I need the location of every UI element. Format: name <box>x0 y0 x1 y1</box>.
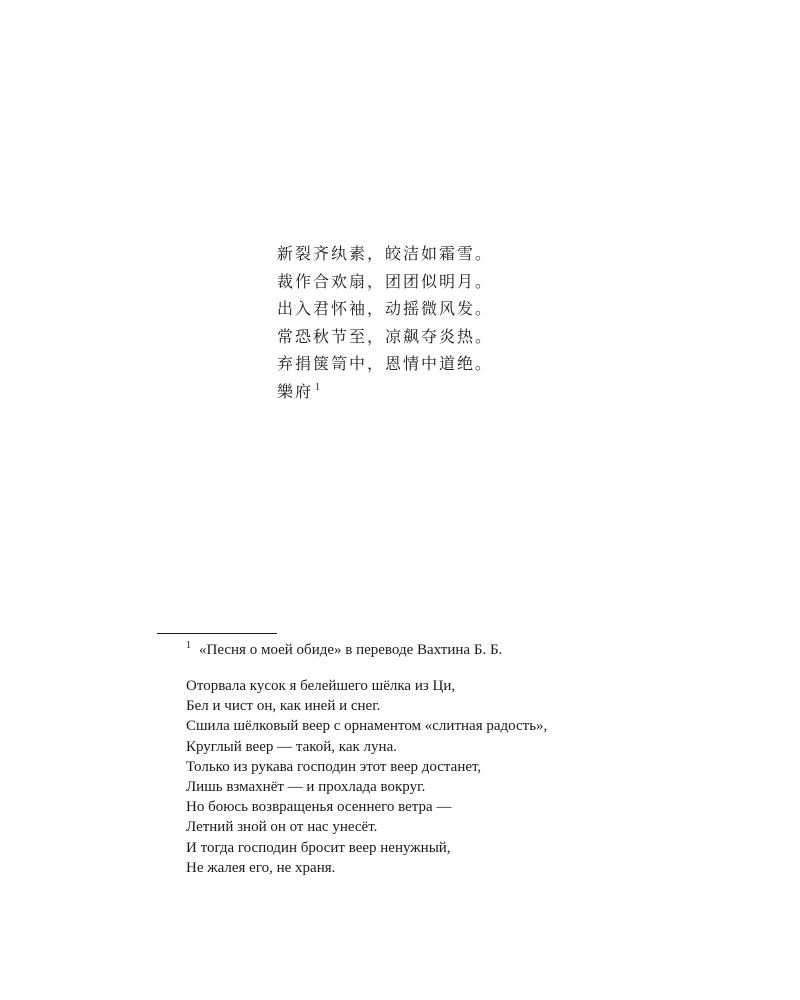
chinese-poem <box>277 240 577 405</box>
poem-line: 新裂齐纨素，皎洁如霜雪。 <box>277 244 494 263</box>
translation-line: Круглый веер — такой, как луна. <box>186 738 397 755</box>
footnote-heading <box>186 640 502 660</box>
footnote-text: «Песня о моей обиде» в переводе Вахтина Б. Б. <box>199 642 503 658</box>
footnote-reference: 1 <box>315 382 321 394</box>
poem-translation <box>186 676 706 878</box>
footnote-divider <box>157 633 277 634</box>
poem-source-label: 樂府 <box>277 381 314 401</box>
translation-line: Только из рукава господин этот веер достанет, <box>186 758 482 775</box>
poem-source <box>277 378 577 406</box>
translation-line: И тогда господин бросит веер ненужный, <box>186 839 451 856</box>
translation-line: Лишь взмахнёт — и прохлада вокруг. <box>186 779 426 796</box>
translation-line: Не жалея его, не храня. <box>186 859 336 876</box>
translation-line: Сшила шёлковый веер с орнаментом «слитная радость», <box>186 718 548 735</box>
translation-line: Но боюсь возвращенья осеннего ветра — <box>186 799 452 816</box>
poem-line: 弃捐箧笥中，恩情中道绝。 <box>277 354 494 373</box>
poem-line: 裁作合欢扇，团团似明月。 <box>277 271 494 291</box>
translation-line: Летний зной он от нас унесёт. <box>186 819 378 836</box>
footnote-number: 1 <box>186 640 191 651</box>
poem-line: 常恐秋节至，凉飙夺炎热。 <box>277 326 494 346</box>
translation-line: Бел и чист он, как иней и снег. <box>186 698 381 715</box>
translation-line: Оторвала кусок я белейшего шёлка из Ци, <box>186 678 456 694</box>
poem-line: 出入君怀袖，动摇微风发。 <box>277 299 494 318</box>
